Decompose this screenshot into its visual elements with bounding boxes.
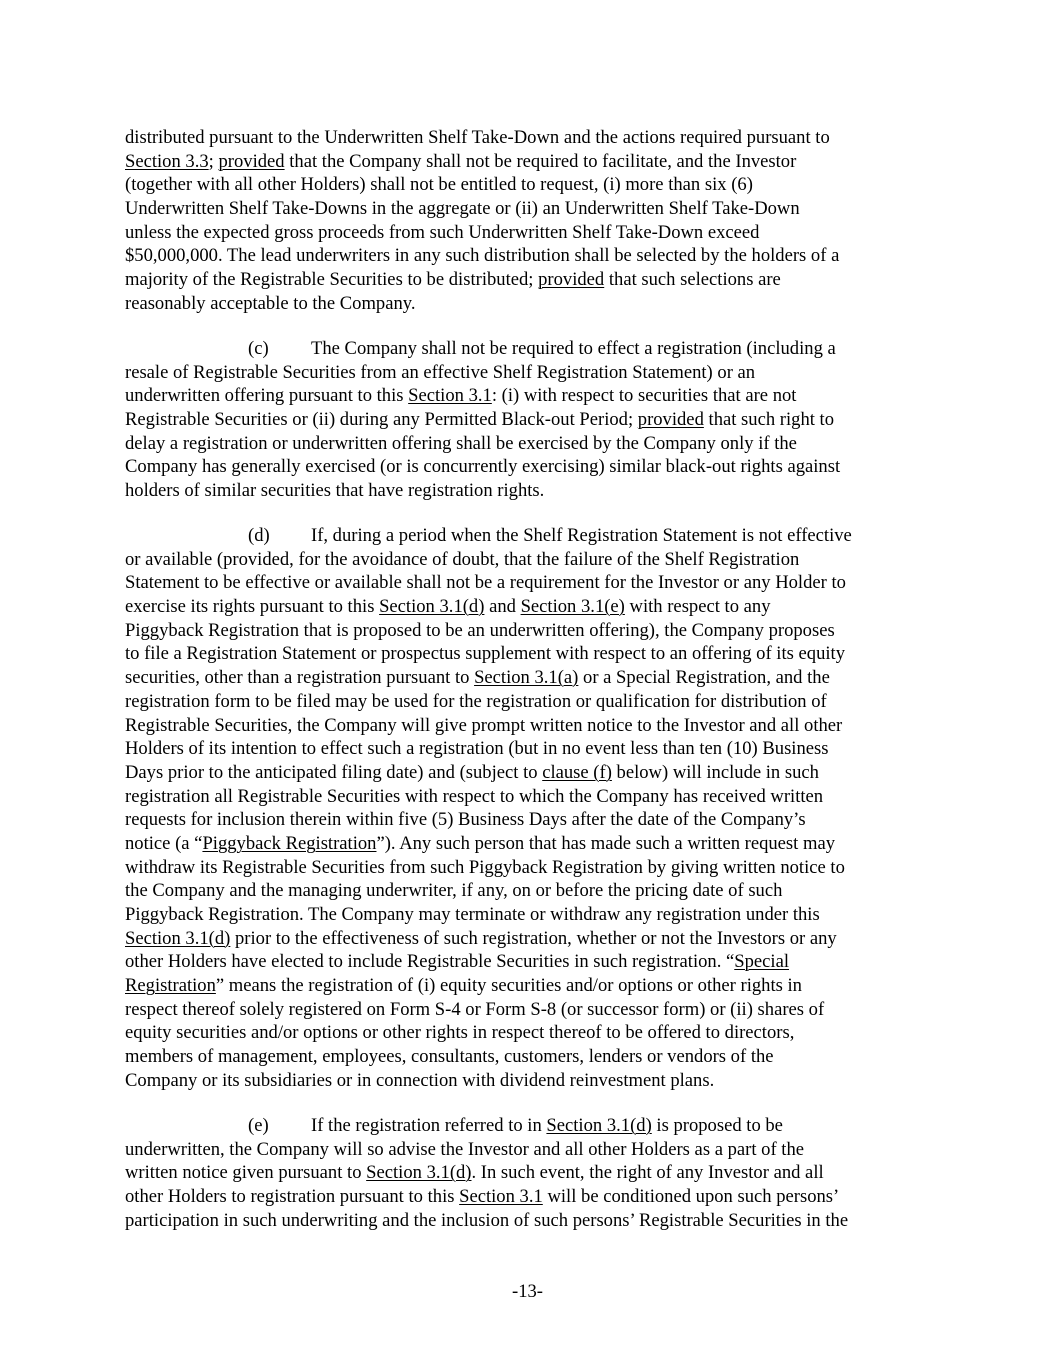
text-segment: respect thereof solely registered on Form S-4 or Form S-8 (or successor form) or (ii) shares of (125, 998, 825, 1020)
defined-term-reference: Section 3.1(e) (520, 596, 625, 618)
text-segment: that the Company shall not be required to facilitate, and the Investor (284, 150, 797, 172)
text-line (125, 690, 955, 714)
text-segment: prior to the effectiveness of such registration, whether or not the Investors or any (230, 927, 837, 949)
text-segment: the Company and the managing underwriter, if any, on or before the pricing date of such (125, 880, 783, 902)
paragraph-c (125, 337, 955, 503)
defined-term-reference: Section 3.1(d) (379, 596, 485, 618)
text-line (125, 408, 955, 432)
text-segment: distributed pursuant to the Underwritten Shelf Take-Down and the actions required pursuant to (125, 127, 830, 148)
text-line (125, 479, 955, 503)
text-line (125, 903, 955, 927)
text-line (125, 1209, 955, 1233)
defined-term-reference: Section 3.1(d) (546, 1115, 652, 1136)
text-segment: notice (a “ (125, 832, 203, 854)
text-segment: will be conditioned upon such persons’ (542, 1186, 840, 1208)
text-line (125, 642, 955, 666)
text-segment: unless the expected gross proceeds from such Underwritten Shelf Take-Down exceed (125, 221, 760, 243)
text-line (125, 150, 955, 174)
text-segment: holders of similar securities that have registration rights. (125, 480, 545, 502)
text-segment: members of management, employees, consultants, customers, lenders or vendors of the (125, 1046, 774, 1068)
text-line (125, 619, 955, 643)
text-segment: or available (provided, for the avoidance of doubt, that the failure of the Shelf Registration (125, 548, 800, 570)
defined-term-reference: Section 3.1(d) (125, 927, 231, 949)
text-segment: Holders of its intention to effect such a registration (but in no event less than ten (10) Business (125, 738, 829, 760)
defined-term-reference: Section 3.1(d) (366, 1162, 472, 1184)
text-segment: exercise its rights pursuant to this (125, 596, 380, 618)
text-segment: Underwritten Shelf Take-Downs in the aggregate or (ii) an Underwritten Shelf Take-Down (125, 198, 800, 220)
defined-term-reference: Section 3.1 (408, 385, 492, 407)
text-segment: or a Special Registration, and the (578, 667, 830, 689)
text-segment: and (484, 596, 521, 618)
text-segment: Statement to be effective or available shall not be a requirement for the Investor or any Holder to (125, 572, 846, 594)
text-segment: with respect to any (624, 596, 771, 618)
text-line (125, 361, 955, 385)
text-line (125, 808, 955, 832)
text-line (125, 548, 955, 572)
text-line (125, 1161, 955, 1185)
text-line (125, 950, 955, 974)
text-segment: ” means the registration of (i) equity securities and/or options or other rights in (215, 975, 802, 997)
text-line (125, 126, 955, 150)
text-line (125, 1114, 955, 1138)
text-line (125, 879, 955, 903)
text-line (125, 998, 955, 1022)
text-line (125, 337, 955, 361)
text-segment: Company has generally exercised (or is concurrently exercising) similar black-out rights against (125, 456, 841, 478)
defined-term-reference: Special (734, 951, 789, 973)
text-line (125, 384, 955, 408)
text-segment: participation in such underwriting and the inclusion of such persons’ Registrable Securities in the (125, 1209, 849, 1231)
text-segment: Registrable Securities or (ii) during any Permitted Black-out Period; (125, 409, 638, 431)
text-segment: ”). Any such person that has made such a written request may (376, 832, 835, 854)
defined-term-reference: Registration (125, 975, 216, 997)
text-segment: $50,000,000. The lead underwriters in any such distribution shall be selected by the holders of a (125, 245, 840, 267)
paragraph-e (125, 1114, 955, 1232)
paragraph-d (125, 524, 955, 1093)
defined-term-reference: Section 3.1(a) (474, 667, 579, 689)
text-segment: : (i) with respect to securities that are not (491, 385, 797, 407)
paragraph-continuation (125, 126, 955, 316)
defined-term-reference: provided (538, 269, 605, 291)
text-segment: Company or its subsidiaries or in connection with dividend reinvestment plans. (125, 1069, 715, 1091)
defined-term-reference: clause (f) (542, 761, 612, 783)
paragraph-label: (c) (248, 338, 269, 359)
text-line (125, 714, 955, 738)
text-line (125, 856, 955, 880)
text-line (125, 666, 955, 690)
text-line (125, 595, 955, 619)
text-segment: Piggyback Registration. The Company may terminate or withdraw any registration under this (125, 904, 820, 925)
text-segment: Piggyback Registration that is proposed to be an underwritten offering), the Company proposes (125, 619, 835, 641)
text-segment: that such right to (703, 409, 835, 431)
text-line (125, 1138, 955, 1162)
text-line (125, 1069, 955, 1093)
text-line (125, 927, 955, 951)
text-segment: delay a registration or underwritten offering shall be exercised by the Company only if the (125, 432, 797, 454)
page-number: -13- (512, 1281, 543, 1302)
text-segment: The Company shall not be required to effect a registration (including a (311, 338, 836, 359)
text-segment: written notice given pursuant to (125, 1162, 367, 1184)
text-segment: other Holders have elected to include Registrable Securities in such registration. “ (125, 951, 735, 973)
text-segment: securities, other than a registration pursuant to (125, 667, 475, 689)
text-line (125, 432, 955, 456)
text-segment: requests for inclusion therein within five (5) Business Days after the date of the Company’s (125, 809, 806, 831)
text-line (125, 455, 955, 479)
paragraph-label: (d) (248, 525, 270, 546)
text-segment: resale of Registrable Securities from an effective Shelf Registration Statement) or an (125, 361, 756, 383)
text-line (125, 761, 955, 785)
text-segment: equity securities and/or options or other rights in respect thereof to be offered to directors, (125, 1022, 795, 1044)
defined-term-reference: provided (218, 150, 285, 172)
text-line (125, 197, 955, 221)
defined-term-reference: provided (637, 409, 704, 431)
text-segment: Registrable Securities, the Company will give prompt written notice to the Investor and all other (125, 714, 843, 736)
text-line (125, 832, 955, 856)
text-segment: to file a Registration Statement or prospectus supplement with respect to an offering of its equity (125, 643, 845, 665)
text-line (125, 268, 955, 292)
text-segment: majority of the Registrable Securities to be distributed; (125, 269, 539, 291)
defined-term-reference: Section 3.1 (459, 1186, 543, 1208)
text-segment: ; (208, 150, 219, 172)
defined-term-reference: Piggyback Registration (202, 832, 377, 854)
text-segment: reasonably acceptable to the Company. (125, 292, 416, 314)
text-segment: underwritten, the Company will so advise the Investor and all other Holders as a part of the (125, 1138, 805, 1160)
text-line (125, 221, 955, 245)
text-segment: is proposed to be (651, 1115, 783, 1136)
text-segment: registration all Registrable Securities with respect to which the Company has received written (125, 785, 824, 807)
text-line (125, 292, 955, 316)
text-segment: registration form to be filed may be used for the registration or qualification for distribution of (125, 690, 827, 712)
text-line (125, 1185, 955, 1209)
text-line (125, 785, 955, 809)
text-segment: withdraw its Registrable Securities from such Piggyback Registration by giving written notice to (125, 856, 845, 878)
text-segment: below) will include in such (611, 761, 819, 783)
defined-term-reference: Section 3.3 (125, 150, 209, 172)
text-segment: (together with all other Holders) shall not be entitled to request, (i) more than six (6) (125, 174, 753, 196)
text-segment: . In such event, the right of any Investor and all (471, 1162, 824, 1184)
paragraph-label: (e) (248, 1115, 269, 1136)
text-segment: that such selections are (604, 269, 781, 291)
text-segment: If the registration referred to in (311, 1115, 547, 1136)
text-line (125, 1021, 955, 1045)
text-line (125, 173, 955, 197)
text-line (125, 1045, 955, 1069)
text-line (125, 244, 955, 268)
text-line (125, 737, 955, 761)
text-segment: other Holders to registration pursuant to this (125, 1186, 460, 1208)
text-line (125, 571, 955, 595)
text-line (125, 974, 955, 998)
text-segment: If, during a period when the Shelf Registration Statement is not effective (311, 525, 852, 546)
text-segment: underwritten offering pursuant to this (125, 385, 409, 407)
text-segment: Days prior to the anticipated filing date) and (subject to (125, 761, 543, 783)
text-line (125, 524, 955, 548)
